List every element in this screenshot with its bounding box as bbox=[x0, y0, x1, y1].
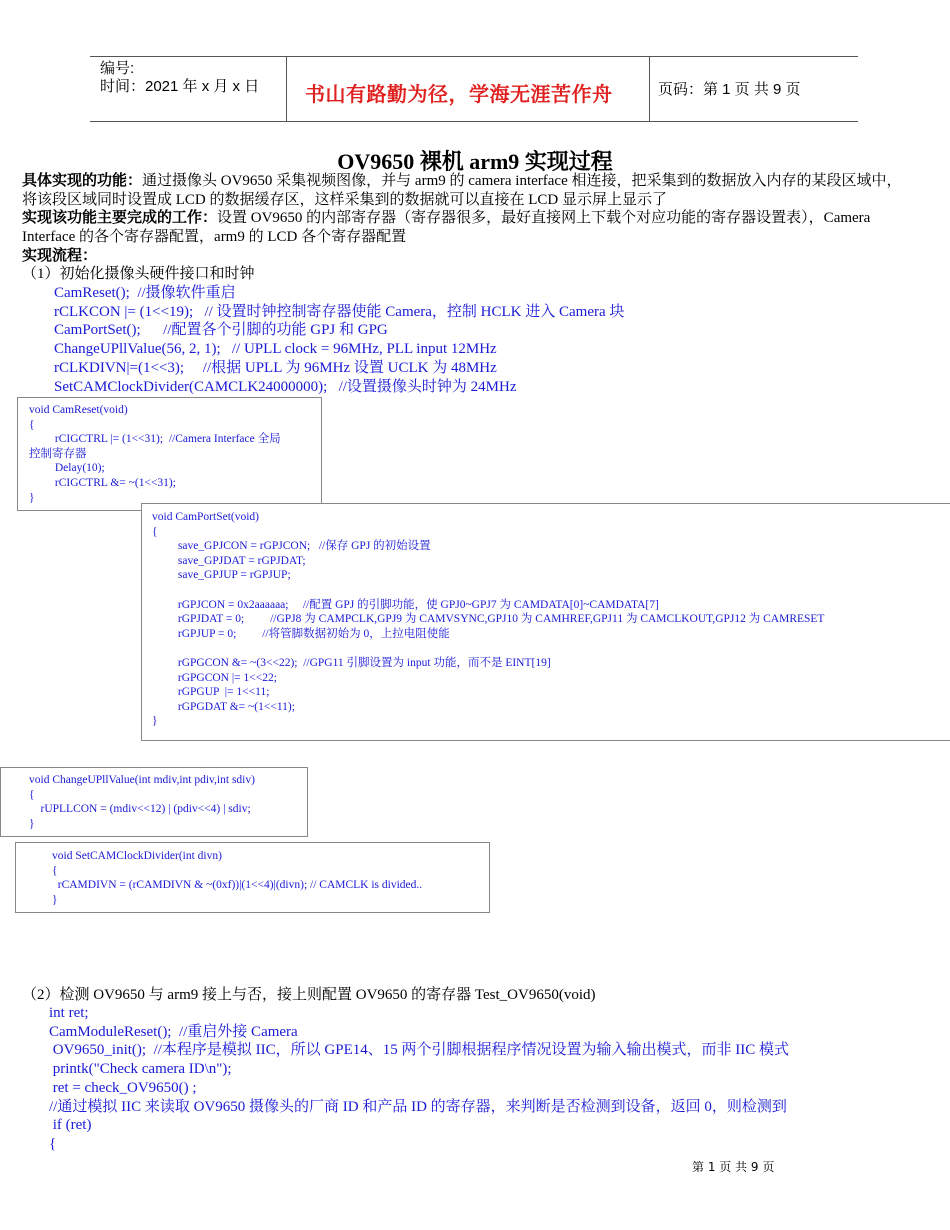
page-footer: 第 1 页 共 9 页 bbox=[692, 1160, 775, 1174]
step1-heading: （1）初始化摄像头硬件接口和时钟 bbox=[22, 266, 255, 282]
change-upll-code-box bbox=[0, 767, 308, 837]
step1-code bbox=[54, 284, 624, 396]
header-bottom-border bbox=[90, 121, 858, 122]
function-label: 具体实现的功能： bbox=[22, 173, 143, 189]
step2-code bbox=[49, 1004, 789, 1154]
step2-line: printk("Check camera ID\n"); bbox=[49, 1061, 232, 1078]
cam-port-set-code: void CamPortSet(void) { save_GPJCON = rGPJCON; //保存 GPJ 的初始设置 save_GPJDAT = rGPJDAT; save_GPJUP = rGPJUP; rGPJCON = 0x2aaaaaa; //配置 GPJ 的引脚功能，使 GPJ0~GPJ7 为 CAMDATA[0]~CAMDATA[7] rGPJDAT = 0; //GPJ8 为 CAMPCLK,GPJ9 为 CAMVSYNC,GPJ10 为 CAMHREF,GPJ11 为 CAMCLKOUT,GPJ12 为 CAMRESET rGPJUP = 0; //将管脚数据初始为 0，上拉电阻使能 rGPGCON &= ~(3<<22); //GPG11 引脚设置为 input 功能，而不是 EINT[19] rGPGCON |= 1<<22; rGPGUP |= 1<<11; rGPGDAT &= ~(1<<11); } bbox=[152, 511, 825, 728]
step2-line: ret = check_OV9650() ; bbox=[49, 1079, 197, 1096]
cam-port-set-code-box bbox=[141, 503, 950, 741]
header-time-label: 时间：2021 年 x 月 x 日 bbox=[100, 78, 260, 95]
step2-line: { bbox=[49, 1135, 57, 1152]
intro-section bbox=[22, 172, 937, 266]
step2-heading: （2）检测 OV9650 与 arm9 接上与否，接上则配置 OV9650 的寄存器 Test_OV9650(void) bbox=[22, 987, 596, 1003]
header-page-info: 页码：第 1 页 共 9 页 bbox=[658, 81, 801, 98]
document-title: OV9650 裸机 arm9 实现过程 bbox=[337, 149, 613, 174]
set-cam-clock-code: void SetCAMClockDivider(int divn) { rCAMDIVN = (rCAMDIVN & ~(0xf))|(1<<4)|(divn); // CAMCLK is divided.. } bbox=[52, 850, 423, 906]
header-number-label: 编号: bbox=[100, 60, 135, 77]
set-cam-clock-code-box bbox=[15, 842, 490, 913]
step2-line: if (ret) bbox=[49, 1117, 92, 1134]
step1-line: rCLKDIVN|=(1<<3); //根据 UPLL 为 96MHz 设置 UCLK 为 48MHz bbox=[54, 359, 497, 376]
step2-line: int ret; bbox=[49, 1005, 89, 1021]
flow-label: 实现流程： bbox=[22, 247, 98, 264]
step2-line: //通过模拟 IIC 来读取 OV9650 摄像头的厂商 ID 和产品 ID 的寄存器，来判断是否检测到设备，返回 0，则检测到 bbox=[49, 1098, 787, 1115]
header-top-border bbox=[90, 56, 858, 57]
work-text-2: Interface 的各个寄存器配置，arm9 的 LCD 各个寄存器配置 bbox=[22, 229, 407, 246]
function-text-2: 将该段区域同时设置成 LCD 的数据缓存区，这样采集到的数据就可以直接在 LCD 显示屏上显示了 bbox=[22, 191, 668, 208]
cam-reset-code: void CamReset(void) { rCIGCTRL |= (1<<31); //Camera Interface 全局 控制寄存器 Delay(10); rCIGCTRL &= ~(1<<31); } bbox=[29, 404, 281, 504]
change-upll-code: void ChangeUPllValue(int mdiv,int pdiv,int sdiv) { rUPLLCON = (mdiv<<12) | (pdiv<<4) | sdiv; } bbox=[29, 774, 255, 830]
header-divider-right bbox=[649, 56, 650, 122]
function-text-1: 通过摄像头 OV9650 采集视频图像，并与 arm9 的 camera interface 相连接，把采集到的数据放入内存的某段区域中， bbox=[142, 173, 902, 189]
step1-line: SetCAMClockDivider(CAMCLK24000000); //设置摄像头时钟为 24MHz bbox=[54, 378, 517, 395]
step2-line: OV9650_init(); //本程序是模拟 IIC，所以 GPE14、15 两个引脚根据程序情况设置为输入输出模式，而非 IIC 模式 bbox=[49, 1042, 789, 1059]
header-motto: 书山有路勤为径，学海无涯苦作舟 bbox=[305, 82, 613, 106]
step2-line: CamModuleReset(); //重启外接 Camera bbox=[49, 1023, 298, 1040]
header-divider-left bbox=[286, 56, 287, 122]
cam-reset-code-box bbox=[17, 397, 322, 511]
work-paragraph bbox=[22, 209, 937, 228]
step1-line: CamReset(); //摄像软件重启 bbox=[54, 285, 236, 301]
step1-line: rCLKCON |= (1<<19); // 设置时钟控制寄存器使能 Camera，控制 HCLK 进入 Camera 块 bbox=[54, 303, 625, 320]
function-paragraph bbox=[22, 172, 937, 191]
step1-line: CamPortSet(); //配置各个引脚的功能 GPJ 和 GPG bbox=[54, 322, 388, 339]
work-label: 实现该功能主要完成的工作： bbox=[22, 210, 218, 227]
step1-line: ChangeUPllValue(56, 2, 1); // UPLL clock = 96MHz, PLL input 12MHz bbox=[54, 341, 497, 358]
work-text-1: 设置 OV9650 的内部寄存器（寄存器很多，最好直接网上下载个对应功能的寄存器设置表），Camera bbox=[217, 210, 871, 227]
